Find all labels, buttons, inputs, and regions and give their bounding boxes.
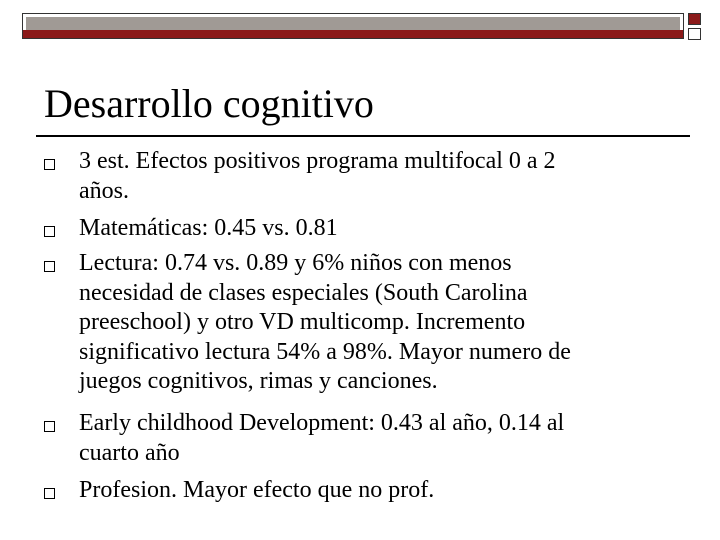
- bullet-line: cuarto año: [79, 439, 180, 466]
- bullet-text: [79, 147, 679, 206]
- bullet-line: Lectura: 0.74 vs. 0.89 y 6% niños con menos: [79, 250, 512, 276]
- bullet-line: Profesion. Mayor efecto que no prof.: [79, 477, 435, 503]
- bullet-text: [79, 476, 679, 506]
- bullet-text: [79, 249, 679, 397]
- bullet-line: preeschool) y otro VD multicomp. Incremento: [79, 309, 526, 335]
- bullet-line: años.: [79, 177, 129, 204]
- bullet-text: [79, 409, 679, 468]
- hollow-square-icon: [44, 159, 55, 170]
- header-bar-accent: [23, 30, 683, 38]
- bullet-line: 3 est. Efectos positivos programa multifocal 0 a 2: [79, 148, 556, 174]
- hollow-square-icon: [44, 226, 55, 237]
- bullet-text: [79, 214, 679, 244]
- header-square-hollow: [688, 28, 701, 40]
- header-decorative-bar: [22, 13, 684, 39]
- bullet-line: necesidad de clases especiales (South Carolina: [79, 279, 528, 306]
- hollow-square-icon: [44, 261, 55, 272]
- bullet-line: Matemáticas: 0.45 vs. 0.81: [79, 215, 338, 241]
- bullet-line: juegos cognitivos, rimas y canciones.: [79, 368, 438, 394]
- bullet-line: significativo lectura 54% a 98%. Mayor numero de: [79, 338, 571, 365]
- hollow-square-icon: [44, 421, 55, 432]
- hollow-square-icon: [44, 488, 55, 499]
- slide-title: Desarrollo cognitivo: [44, 81, 374, 126]
- title-divider: [36, 135, 690, 137]
- header-square-filled: [688, 13, 701, 25]
- bullet-line: Early childhood Development: 0.43 al año, 0.14 al: [79, 410, 565, 436]
